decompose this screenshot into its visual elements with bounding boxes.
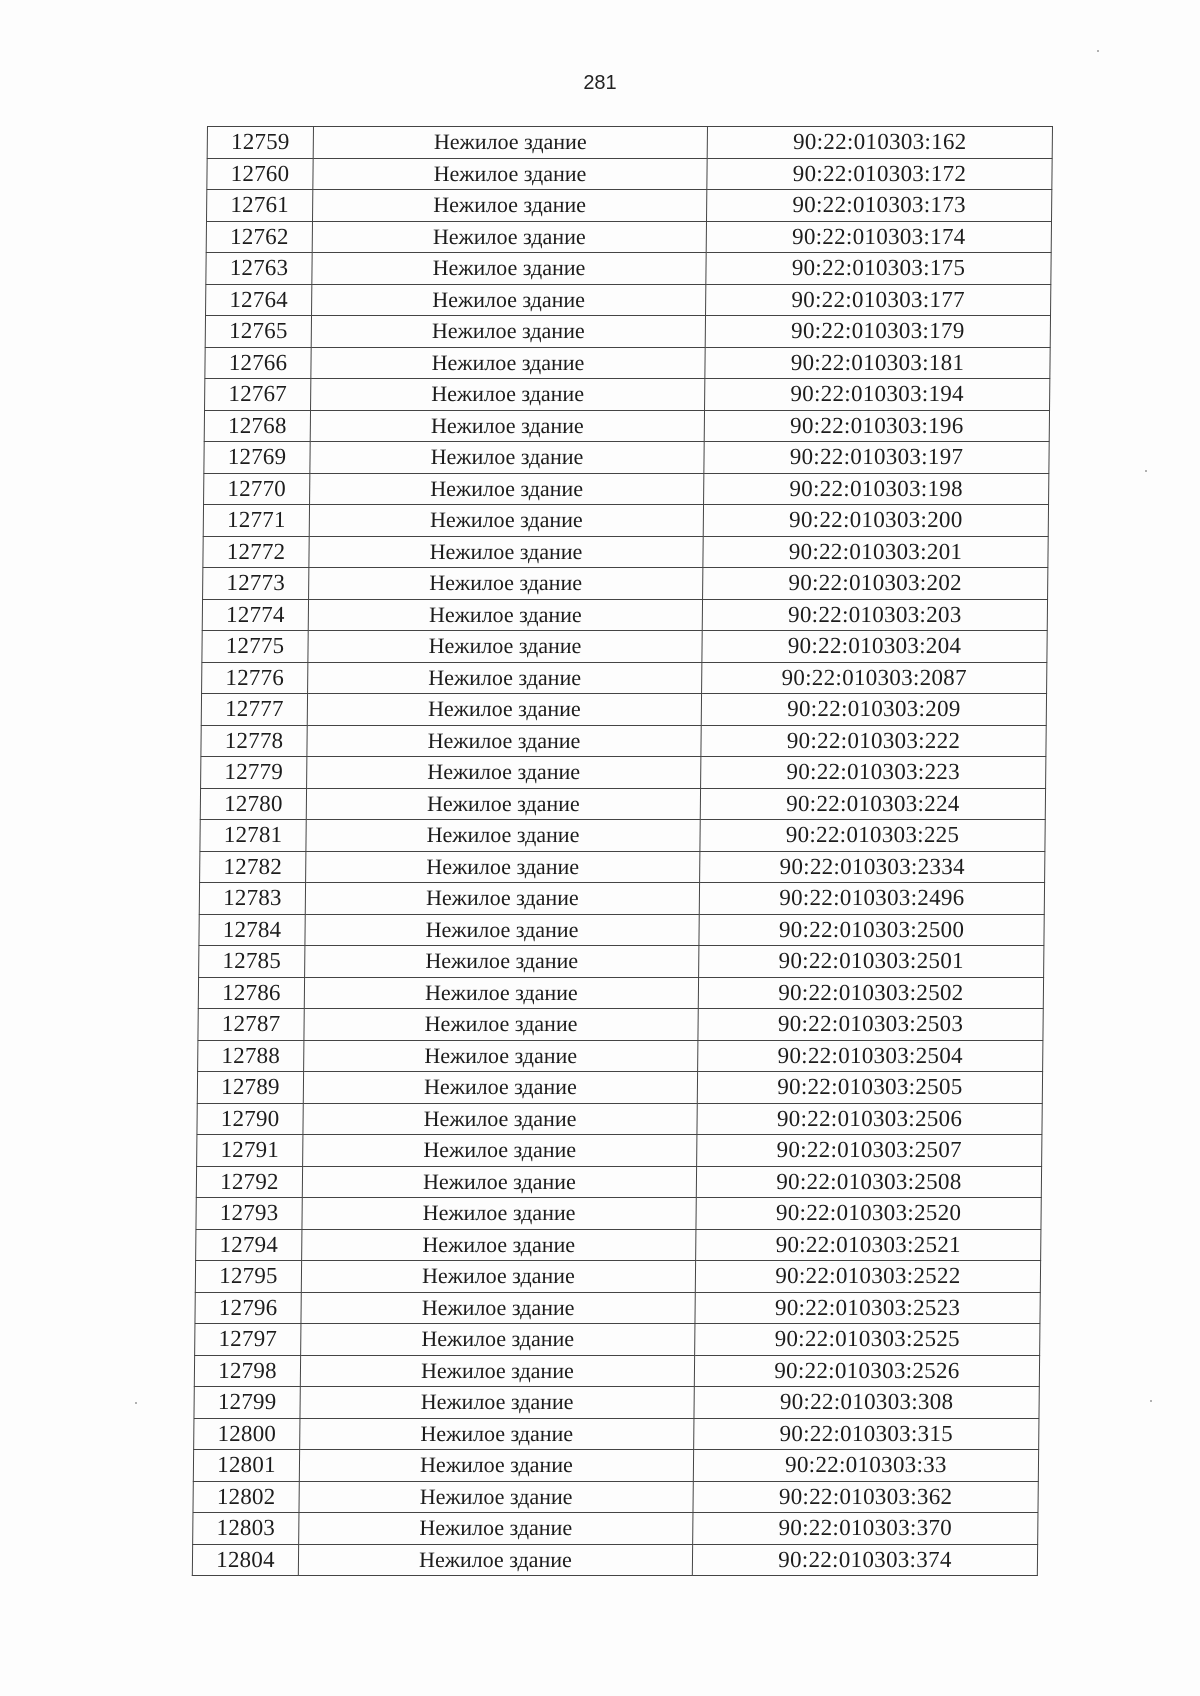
table-row [202,599,1047,631]
row-number-cell: 12761 [207,190,313,222]
cadastral-number-cell: 90:22:010303:33 [693,1450,1038,1482]
table-row [198,1040,1043,1072]
row-number-cell: 12769 [204,442,310,474]
object-type-cell: Нежилое здание [304,977,698,1009]
object-type-cell: Нежилое здание [312,253,706,285]
object-type-cell: Нежилое здание [298,1544,692,1576]
cadastral-number-cell: 90:22:010303:204 [702,631,1047,663]
object-type-cell: Нежилое здание [311,316,705,348]
cadastral-number-cell: 90:22:010303:2504 [698,1040,1043,1072]
cadastral-number-cell: 90:22:010303:181 [705,347,1050,379]
object-type-cell: Нежилое здание [308,631,702,663]
object-type-cell: Нежилое здание [303,1135,697,1167]
cadastral-number-cell: 90:22:010303:177 [706,284,1051,316]
row-number-cell: 12763 [206,253,312,285]
table-row [203,568,1048,600]
object-type-cell: Нежилое здание [306,788,700,820]
object-type-cell: Нежилое здание [306,820,700,852]
table-row [203,505,1048,537]
object-type-cell: Нежилое здание [301,1292,695,1324]
table-row [205,316,1050,348]
object-type-cell: Нежилое здание [305,914,699,946]
table-row [196,1166,1041,1198]
cadastral-number-cell: 90:22:010303:308 [694,1387,1039,1419]
table-row [196,1198,1041,1230]
object-type-cell: Нежилое здание [312,221,706,253]
cadastral-number-cell: 90:22:010303:2522 [695,1261,1040,1293]
table-row [201,694,1046,726]
row-number-cell: 12789 [197,1072,303,1104]
row-number-cell: 12792 [196,1166,302,1198]
cadastral-number-cell: 90:22:010303:174 [706,221,1051,253]
table-row [206,253,1051,285]
cadastral-number-cell: 90:22:010303:197 [704,442,1049,474]
scan-speck [135,1402,137,1404]
cadastral-number-cell: 90:22:010303:2520 [696,1198,1041,1230]
object-type-cell: Нежилое здание [300,1418,694,1450]
row-number-cell: 12762 [206,221,312,253]
row-number-cell: 12804 [192,1544,298,1576]
row-number-cell: 12781 [200,820,306,852]
row-number-cell: 12791 [197,1135,303,1167]
object-type-cell: Нежилое здание [307,757,701,789]
object-type-cell: Нежилое здание [313,127,707,159]
table-row [203,536,1048,568]
object-type-cell: Нежилое здание [308,662,702,694]
row-number-cell: 12778 [201,725,307,757]
cadastral-number-cell: 90:22:010303:2087 [702,662,1047,694]
object-type-cell: Нежилое здание [303,1103,697,1135]
object-type-cell: Нежилое здание [309,536,703,568]
row-number-cell: 12768 [204,410,310,442]
cadastral-number-cell: 90:22:010303:2334 [700,851,1045,883]
table-row [200,788,1045,820]
object-type-cell: Нежилое здание [313,190,707,222]
object-type-cell: Нежилое здание [299,1481,693,1513]
row-number-cell: 12775 [202,631,308,663]
scan-speck [1150,1400,1152,1402]
cadastral-number-cell: 90:22:010303:374 [692,1544,1037,1576]
cadastral-number-cell: 90:22:010303:198 [704,473,1049,505]
table-row [202,631,1047,663]
object-type-cell: Нежилое здание [311,347,705,379]
cadastral-number-cell: 90:22:010303:2500 [699,914,1044,946]
cadastral-number-cell: 90:22:010303:179 [705,316,1050,348]
cadastral-number-cell: 90:22:010303:2521 [696,1229,1041,1261]
row-number-cell: 12779 [201,757,307,789]
row-number-cell: 12765 [205,316,311,348]
cadastral-number-cell: 90:22:010303:2496 [699,883,1044,915]
table-row [197,1072,1042,1104]
row-number-cell: 12787 [198,1009,304,1041]
table-row [194,1387,1039,1419]
cadastral-number-cell: 90:22:010303:2523 [695,1292,1040,1324]
row-number-cell: 12800 [194,1418,300,1450]
object-type-cell: Нежилое здание [305,946,699,978]
row-number-cell: 12766 [205,347,311,379]
cadastral-number-cell: 90:22:010303:370 [693,1513,1038,1545]
table-row [199,914,1044,946]
object-type-cell: Нежилое здание [311,379,705,411]
cadastral-number-cell: 90:22:010303:202 [703,568,1048,600]
object-type-cell: Нежилое здание [308,599,702,631]
table-row [207,190,1052,222]
row-number-cell: 12772 [203,536,309,568]
object-type-cell: Нежилое здание [302,1198,696,1230]
table-row [198,977,1043,1009]
cadastral-number-cell: 90:22:010303:2505 [697,1072,1042,1104]
object-type-cell: Нежилое здание [300,1387,694,1419]
object-type-cell: Нежилое здание [303,1072,697,1104]
cadastral-number-cell: 90:22:010303:194 [705,379,1050,411]
row-number-cell: 12790 [197,1103,303,1135]
cadastral-number-cell: 90:22:010303:203 [702,599,1047,631]
table-row [194,1418,1039,1450]
registry-table-container [192,126,1052,1576]
cadastral-number-cell: 90:22:010303:224 [700,788,1045,820]
cadastral-number-cell: 90:22:010303:175 [706,253,1051,285]
table-row [196,1229,1041,1261]
table-row [201,757,1046,789]
object-type-cell: Нежилое здание [301,1261,695,1293]
scan-speck [1097,50,1099,52]
cadastral-number-cell: 90:22:010303:173 [707,190,1052,222]
table-row [193,1481,1038,1513]
table-row [207,127,1052,159]
cadastral-number-cell: 90:22:010303:196 [704,410,1049,442]
table-row [202,662,1047,694]
table-row [195,1261,1040,1293]
object-type-cell: Нежилое здание [304,1009,698,1041]
cadastral-number-cell: 90:22:010303:223 [701,757,1046,789]
table-row [199,946,1044,978]
row-number-cell: 12776 [202,662,308,694]
table-row [199,883,1044,915]
page-number: 281 [583,72,617,94]
row-number-cell: 12788 [198,1040,304,1072]
object-type-cell: Нежилое здание [310,410,704,442]
row-number-cell: 12795 [195,1261,301,1293]
object-type-cell: Нежилое здание [310,442,704,474]
table-row [197,1135,1042,1167]
registry-table-body [192,127,1052,1576]
cadastral-number-cell: 90:22:010303:315 [694,1418,1039,1450]
row-number-cell: 12760 [207,158,313,190]
cadastral-number-cell: 90:22:010303:225 [700,820,1045,852]
row-number-cell: 12799 [194,1387,300,1419]
object-type-cell: Нежилое здание [305,883,699,915]
row-number-cell: 12783 [199,883,305,915]
object-type-cell: Нежилое здание [302,1229,696,1261]
row-number-cell: 12794 [196,1229,302,1261]
object-type-cell: Нежилое здание [307,725,701,757]
table-row [207,158,1052,190]
table-row [194,1355,1039,1387]
object-type-cell: Нежилое здание [307,694,701,726]
table-row [204,442,1049,474]
row-number-cell: 12759 [207,127,313,159]
row-number-cell: 12767 [205,379,311,411]
cadastral-number-cell: 90:22:010303:209 [701,694,1046,726]
cadastral-number-cell: 90:22:010303:201 [703,536,1048,568]
table-row [200,820,1045,852]
cadastral-number-cell: 90:22:010303:2506 [697,1103,1042,1135]
table-row [193,1513,1038,1545]
row-number-cell: 12764 [206,284,312,316]
table-row [206,284,1051,316]
cadastral-number-cell: 90:22:010303:2525 [695,1324,1040,1356]
object-type-cell: Нежилое здание [313,158,707,190]
row-number-cell: 12777 [201,694,307,726]
row-number-cell: 12786 [198,977,304,1009]
cadastral-number-cell: 90:22:010303:172 [707,158,1052,190]
row-number-cell: 12802 [193,1481,299,1513]
row-number-cell: 12782 [200,851,306,883]
object-type-cell: Нежилое здание [302,1166,696,1198]
row-number-cell: 12797 [195,1324,301,1356]
object-type-cell: Нежилое здание [300,1355,694,1387]
object-type-cell: Нежилое здание [301,1324,695,1356]
object-type-cell: Нежилое здание [310,473,704,505]
row-number-cell: 12771 [203,505,309,537]
row-number-cell: 12798 [194,1355,300,1387]
cadastral-number-cell: 90:22:010303:2501 [699,946,1044,978]
table-row [195,1324,1040,1356]
object-type-cell: Нежилое здание [299,1513,693,1545]
scan-speck [1145,470,1147,472]
object-type-cell: Нежилое здание [309,568,703,600]
cadastral-number-cell: 90:22:010303:2502 [698,977,1043,1009]
table-row [201,725,1046,757]
table-row [205,379,1050,411]
row-number-cell: 12793 [196,1198,302,1230]
row-number-cell: 12801 [193,1450,299,1482]
registry-table [192,126,1053,1576]
row-number-cell: 12773 [203,568,309,600]
row-number-cell: 12770 [204,473,310,505]
table-row [192,1544,1037,1576]
row-number-cell: 12796 [195,1292,301,1324]
object-type-cell: Нежилое здание [304,1040,698,1072]
cadastral-number-cell: 90:22:010303:162 [707,127,1052,159]
table-row [204,473,1049,505]
row-number-cell: 12803 [193,1513,299,1545]
cadastral-number-cell: 90:22:010303:200 [703,505,1048,537]
row-number-cell: 12784 [199,914,305,946]
object-type-cell: Нежилое здание [312,284,706,316]
cadastral-number-cell: 90:22:010303:362 [693,1481,1038,1513]
object-type-cell: Нежилое здание [309,505,703,537]
row-number-cell: 12785 [199,946,305,978]
cadastral-number-cell: 90:22:010303:2503 [698,1009,1043,1041]
object-type-cell: Нежилое здание [306,851,700,883]
table-row [205,347,1050,379]
cadastral-number-cell: 90:22:010303:2507 [697,1135,1042,1167]
object-type-cell: Нежилое здание [299,1450,693,1482]
table-row [193,1450,1038,1482]
table-row [195,1292,1040,1324]
table-row [200,851,1045,883]
table-row [206,221,1051,253]
row-number-cell: 12774 [202,599,308,631]
table-row [198,1009,1043,1041]
cadastral-number-cell: 90:22:010303:2526 [694,1355,1039,1387]
table-row [197,1103,1042,1135]
table-row [204,410,1049,442]
row-number-cell: 12780 [200,788,306,820]
cadastral-number-cell: 90:22:010303:222 [701,725,1046,757]
cadastral-number-cell: 90:22:010303:2508 [696,1166,1041,1198]
